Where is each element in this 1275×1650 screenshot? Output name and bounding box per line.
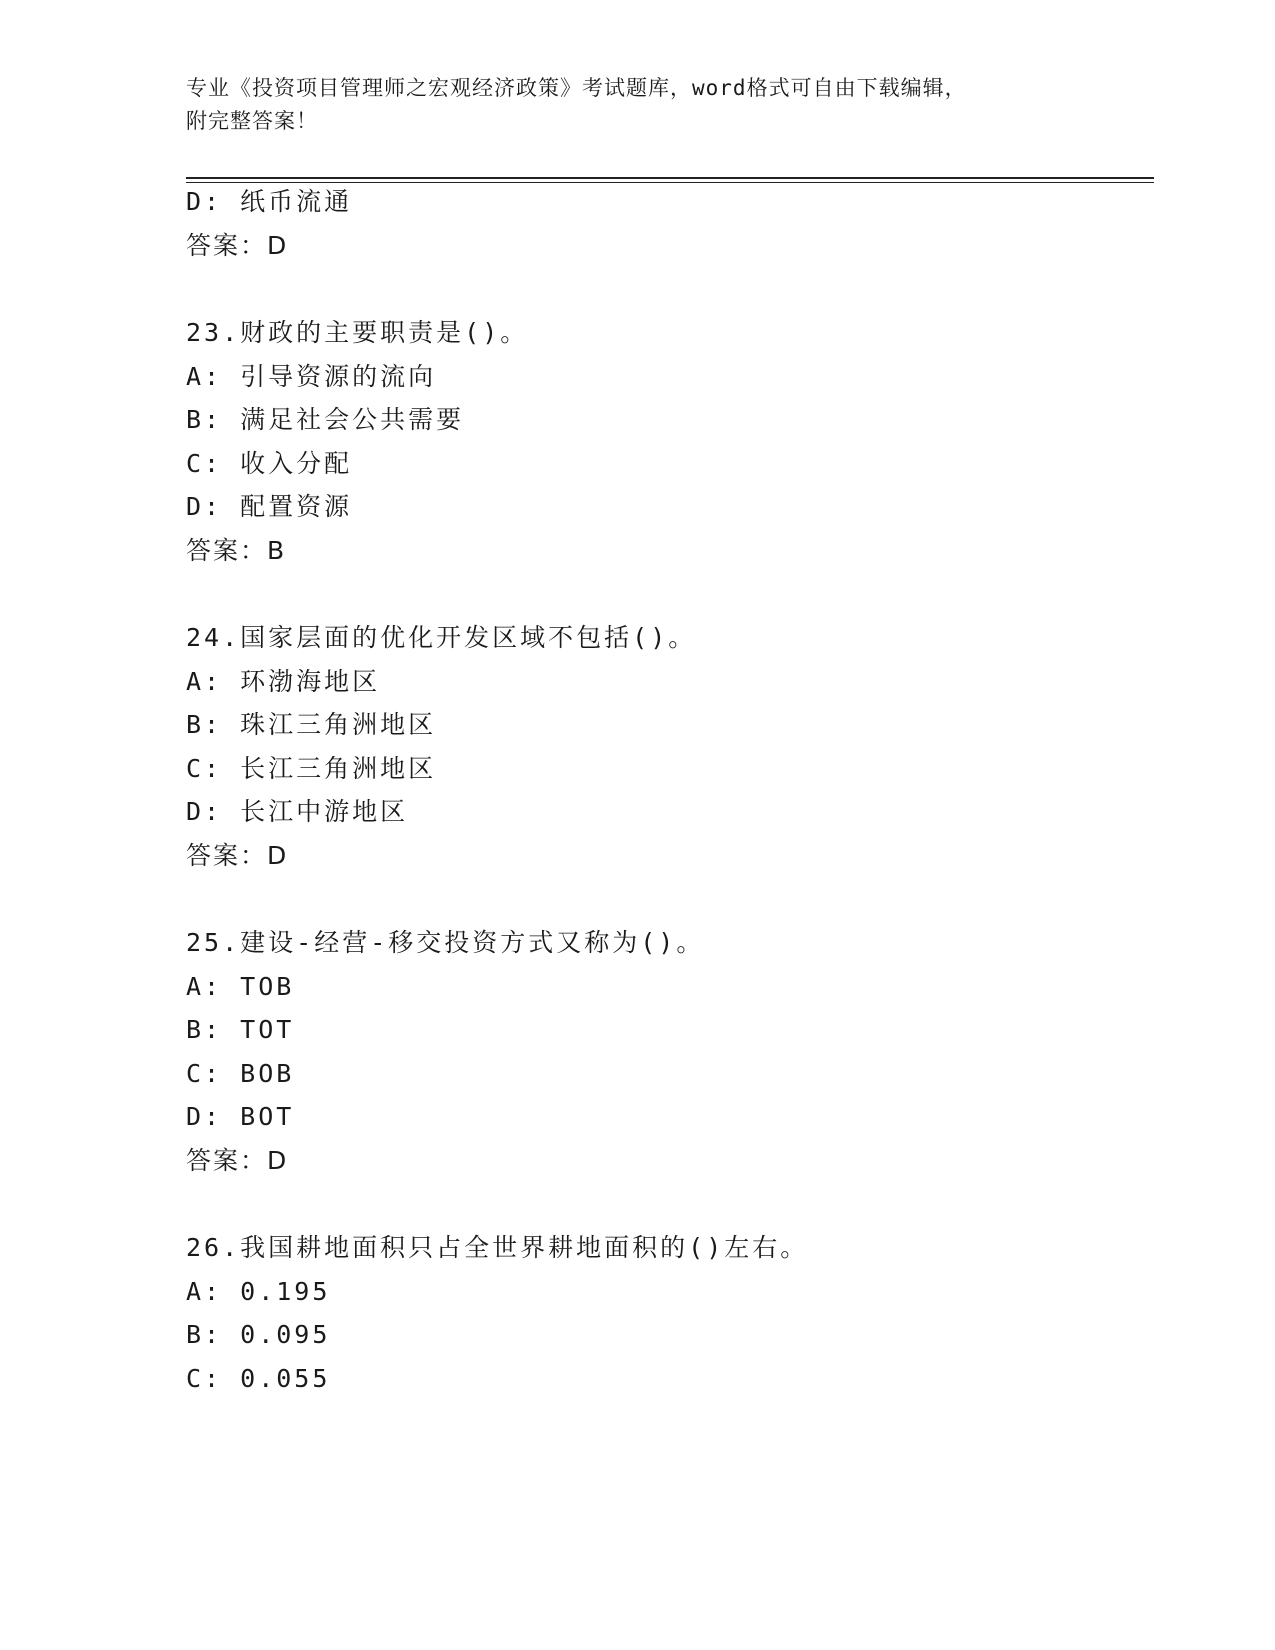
- document-header: [186, 72, 1086, 138]
- q26-stem: 26.我国耕地面积只占全世界耕地面积的()左右。: [186, 1233, 809, 1262]
- q24-option-d: D: 长江中游地区: [186, 797, 409, 826]
- q24-stem: 24.国家层面的优化开发区域不包括()。: [186, 623, 697, 652]
- q24-option-a: A: 环渤海地区: [186, 667, 381, 696]
- q24-answer: 答案：D: [186, 841, 289, 870]
- q25-stem: 25.建设-经营-移交投资方式又称为()。: [186, 928, 705, 957]
- q23-stem: 23.财政的主要职责是()。: [186, 318, 529, 347]
- q25-answer: 答案：D: [186, 1146, 289, 1175]
- q22-option-d: D: 纸币流通: [186, 187, 353, 216]
- q25-option-c: C: BOB: [186, 1059, 295, 1088]
- header-rule-thin: [186, 182, 1154, 183]
- q26-option-c: C: 0.055: [186, 1364, 331, 1393]
- q25-option-a: A: TOB: [186, 972, 295, 1001]
- header-line-2: 附完整答案！: [186, 109, 318, 133]
- q25-option-b: B: TOT: [186, 1015, 295, 1044]
- header-rule-thick: [186, 177, 1154, 179]
- q23-option-b: B: 满足社会公共需要: [186, 405, 465, 434]
- q25-option-d: D: BOT: [186, 1102, 295, 1131]
- q26-option-a: A: 0.195: [186, 1277, 331, 1306]
- q24-option-c: C: 长江三角洲地区: [186, 754, 437, 783]
- header-line-1: 专业《投资项目管理师之宏观经济政策》考试题库，word格式可自由下载编辑，: [186, 76, 967, 100]
- q24-option-b: B: 珠江三角洲地区: [186, 710, 437, 739]
- q22-answer: 答案：D: [186, 231, 289, 260]
- q23-answer: 答案：B: [186, 536, 287, 565]
- q26-option-b: B: 0.095: [186, 1320, 331, 1349]
- q23-option-c: C: 收入分配: [186, 449, 353, 478]
- q23-option-a: A: 引导资源的流向: [186, 362, 437, 391]
- q23-option-d: D: 配置资源: [186, 492, 353, 521]
